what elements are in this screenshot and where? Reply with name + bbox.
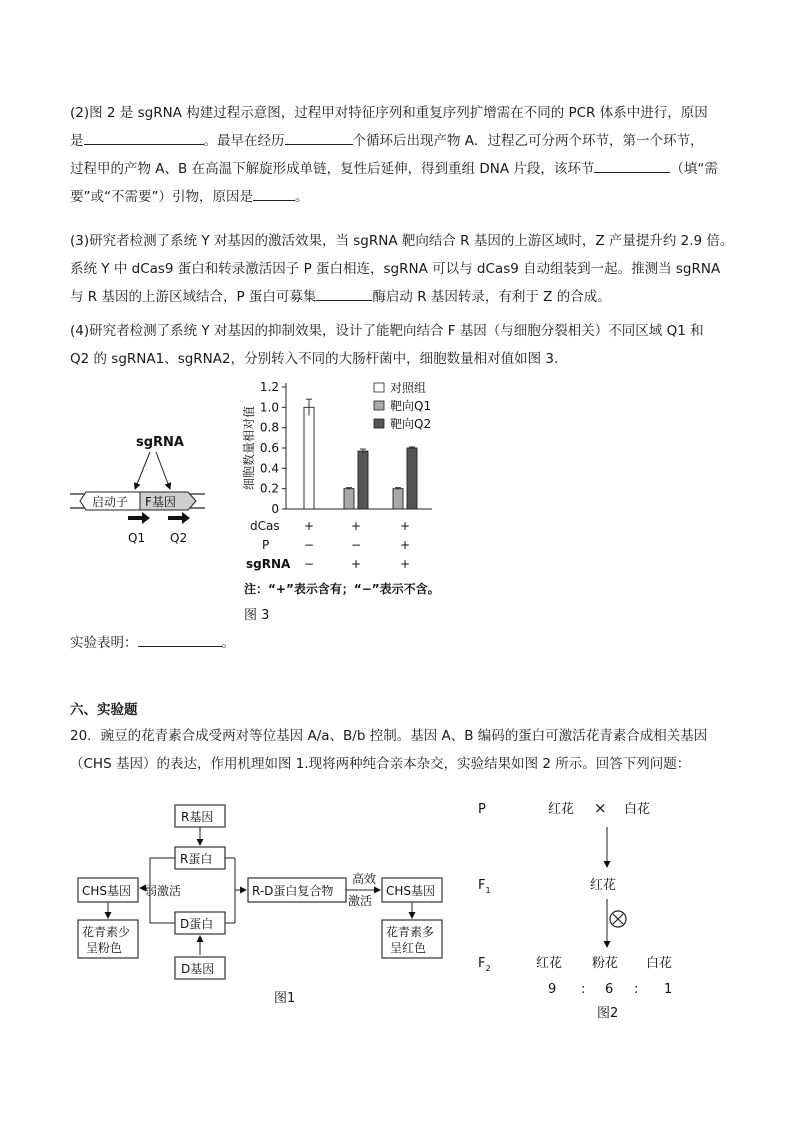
- row-label-dcas: dCas: [250, 519, 280, 533]
- low-anthocyanin-2: 呈粉色: [86, 941, 123, 955]
- q20-line-2: （CHS 基因）的表达，作用机理如图 1.现将两种纯合亲本杂交，实验结果如图 2 所示。回答下列问题：: [70, 756, 691, 772]
- bar: [344, 489, 354, 509]
- condition-values: [304, 519, 410, 571]
- d-protein-label: D蛋白: [180, 917, 214, 931]
- high-activation-label-2: 激活: [348, 894, 373, 908]
- legend-swatch-control: [374, 383, 384, 392]
- f1-phenotype: 红花: [590, 878, 617, 893]
- sgrna-label: sgRNA: [136, 435, 184, 450]
- condition-value: +: [399, 557, 411, 571]
- f2-white: 白花: [646, 956, 673, 971]
- q3-line-3: 与 R 基因的上游区域结合，P 蛋白可募集 酶启动 R 基因转录，有利于 Z 的合成。: [70, 283, 726, 311]
- p-red: 红花: [548, 802, 575, 817]
- condition-value: −: [303, 557, 315, 571]
- q2-arrow: [168, 512, 190, 524]
- q1-label: Q1: [128, 531, 146, 545]
- p-label: P: [478, 802, 486, 817]
- question-4: [70, 317, 726, 373]
- answer-blank[interactable]: [84, 130, 204, 145]
- sgrna-arrow-q1: [135, 452, 150, 489]
- y-tick-label: 1.2: [259, 380, 279, 394]
- experiment-result: 实验表明： 。: [70, 629, 726, 657]
- y-tick-label: 0.6: [259, 441, 279, 455]
- y-tick-label: 1.0: [259, 400, 279, 415]
- ratio-colon-2: :: [634, 982, 639, 997]
- figure-3-caption: 图 3: [244, 608, 270, 623]
- f2-red: 红花: [536, 956, 563, 971]
- answer-blank[interactable]: [253, 186, 295, 201]
- q2-line-1: (2)图 2 是 sgRNA 构建过程示意图，过程甲对特征序列和重复序列扩增需在不同的 PCR 体系中进行，原因: [70, 105, 708, 121]
- p-white: 白花: [624, 802, 651, 817]
- y-tick-label: 0.8: [259, 420, 279, 435]
- question-3: [70, 227, 734, 311]
- condition-value: −: [350, 538, 362, 552]
- bar: [407, 448, 417, 509]
- weak-activation-label: 弱激活: [145, 884, 182, 898]
- answer-blank[interactable]: [594, 158, 670, 173]
- figure-3: [0, 375, 793, 635]
- row-label-sgrna: sgRNA: [246, 557, 291, 571]
- legend-q1: 靶向Q1: [390, 399, 432, 413]
- q2-label: Q2: [170, 531, 188, 545]
- f2-pink: 粉花: [592, 956, 619, 971]
- condition-value: −: [303, 538, 315, 552]
- q4-line-1: (4)研究者检测了系统 Y 对基因的抑制效果，设计了能靶向结合 F 基因（与细胞分裂相关）不同区域 Q1 和: [70, 323, 704, 339]
- row-label-p: P: [262, 538, 270, 552]
- high-anthocyanin-1: 花青素多: [386, 925, 435, 939]
- condition-value: +: [303, 519, 315, 533]
- figure-1-caption: 图1: [274, 991, 296, 1006]
- answer-blank[interactable]: [316, 286, 372, 301]
- condition-value: +: [399, 538, 411, 552]
- rd-complex-label: R-D蛋白复合物: [252, 884, 334, 898]
- q3-line-1: (3)研究者检测了系统 Y 对基因的激活效果，当 sgRNA 靶向结合 R 基因的上游区域时，Z 产量提升约 2.9 倍。: [70, 233, 734, 249]
- condition-value: +: [350, 519, 362, 533]
- ratio-1: 1: [664, 982, 673, 997]
- legend-swatch-q2: [374, 419, 384, 428]
- section-title: 六、实验题: [70, 702, 138, 718]
- legend-q2: 靶向Q2: [390, 417, 432, 431]
- q1-arrow: [128, 512, 150, 524]
- question-2: [70, 99, 726, 211]
- figure-3-note: 注：“+”表示含有；“−”表示不含。: [244, 582, 440, 596]
- q4-line-2: Q2 的 sgRNA1、sgRNA2，分别转入不同的大肠杆菌中，细胞数量相对值如图 3.: [70, 351, 559, 367]
- q20-line-1: 20．豌豆的花青素合成受两对等位基因 A/a、B/b 控制。基因 A、B 编码的蛋白可激活花青素合成相关基因: [70, 728, 708, 744]
- condition-value: +: [399, 519, 411, 533]
- d-gene-label: D基因: [181, 962, 215, 976]
- f1-label: $F_1$: [478, 878, 491, 895]
- question-20: [70, 722, 726, 778]
- ratio-6: 6: [605, 982, 614, 997]
- result-label: 实验表明：: [70, 635, 138, 651]
- legend-swatch-q1: [374, 401, 384, 410]
- f-gene-label: F基因: [145, 495, 176, 509]
- ratio-9: 9: [548, 982, 557, 997]
- r-gene-label: R基因: [181, 810, 214, 824]
- q2-line-2: 是 。最早在经历 个循环后出现产物 A．过程乙可分两个环节，第一个环节，: [70, 127, 726, 155]
- sgrna-arrow-q2: [156, 452, 170, 489]
- q2-line-3: 过程甲的产物 A、B 在高温下解旋形成单链，复性后延伸，得到重组 DNA 片段，该环节 （填“需: [70, 155, 726, 183]
- cross-symbol: ×: [594, 799, 607, 817]
- ratio-colon-1: :: [581, 982, 586, 997]
- chs-gene-right-label: CHS基因: [386, 884, 436, 898]
- bar: [358, 451, 368, 509]
- r-protein-label: R蛋白: [180, 852, 213, 866]
- y-tick-label: 0.4: [259, 461, 279, 476]
- low-anthocyanin-1: 花青素少: [82, 925, 131, 939]
- answer-blank[interactable]: [138, 632, 222, 647]
- q2-line-4: 要”或“不需要”）引物，原因是 。: [70, 183, 726, 211]
- y-axis-label: 细胞数量相对值: [242, 405, 256, 491]
- answer-blank[interactable]: [285, 130, 353, 145]
- y-tick-label: 0: [271, 502, 279, 516]
- bar: [304, 407, 314, 509]
- legend-control: 对照组: [390, 381, 427, 395]
- high-anthocyanin-2: 呈红色: [390, 941, 427, 955]
- figure-2-caption: 图2: [597, 1006, 619, 1021]
- figure-2: [470, 795, 700, 1025]
- y-tick-label: 0.2: [259, 481, 279, 496]
- bar: [393, 489, 403, 509]
- q3-line-2: 系统 Y 中 dCas9 蛋白和转录激活因子 P 蛋白相连，sgRNA 可以与 dCas9 自动组装到一起。推测当 sgRNA: [70, 261, 721, 277]
- high-activation-label-1: 高效: [352, 872, 377, 886]
- promoter-label: 启动子: [92, 495, 129, 509]
- condition-value: +: [350, 557, 362, 571]
- figure-1: [70, 795, 470, 1025]
- chs-gene-left-label: CHS基因: [82, 884, 132, 898]
- f2-label: $F_2$: [478, 956, 491, 973]
